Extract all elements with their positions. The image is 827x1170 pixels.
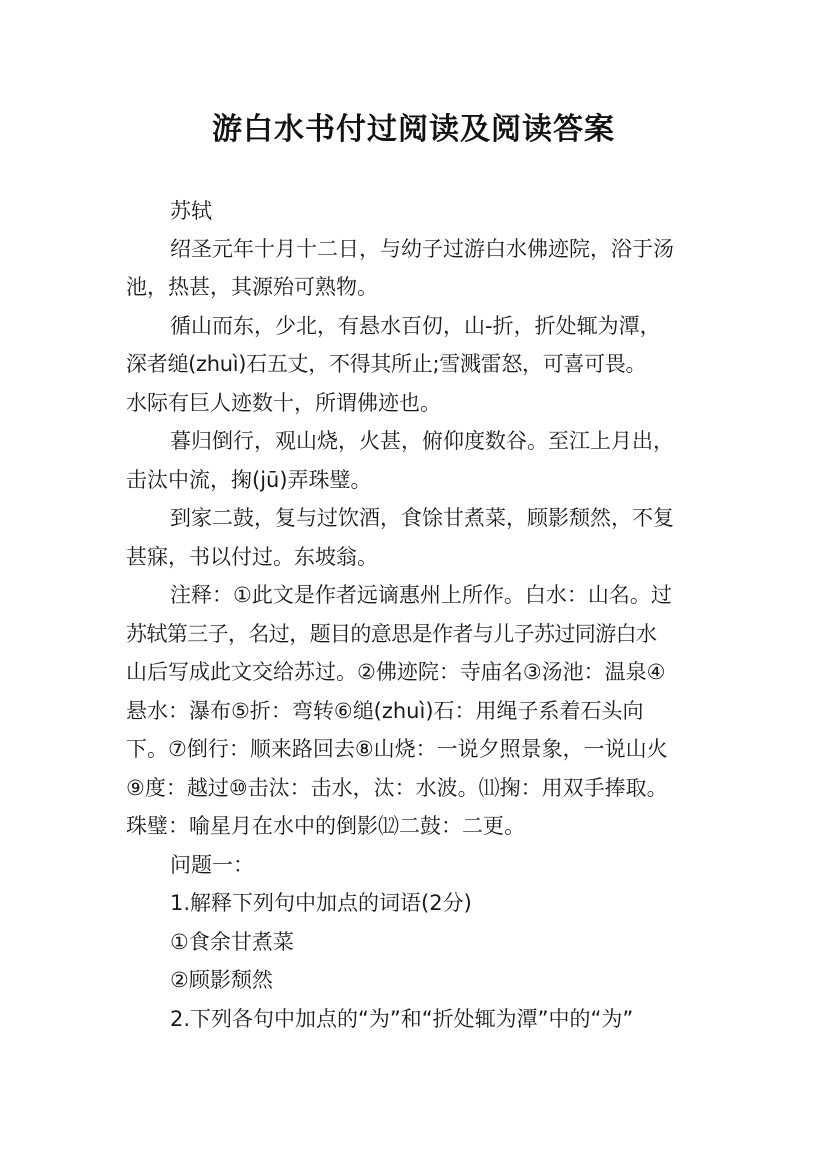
paragraph-line: 池，热甚，其源殆可熟物。 xyxy=(126,275,378,299)
paragraph-line: 击汰中流，掬(jū)弄珠璧。 xyxy=(126,468,372,492)
paragraph-line: 绍圣元年十月十二日，与幼子过游白水佛迹院，浴于汤 xyxy=(170,237,674,261)
question-subitem: ①食余甘煮菜 xyxy=(170,930,294,954)
annotation-line: 注释：①此文是作者远谪惠州上所作。白水：山名。过 xyxy=(170,583,672,607)
annotation-line: 下。⑦倒行：顺来路回去⑧山烧：一说夕照景象，一说山火 xyxy=(126,737,668,761)
document-title: 游白水书付过阅读及阅读答案 xyxy=(212,112,615,147)
annotation-line: 山后写成此文交给苏过。②佛迹院：寺庙名③汤池：温泉④ xyxy=(126,660,666,684)
annotation-line: 苏轼第三子，名过，题目的意思是作者与儿子苏过同游白水 xyxy=(126,622,657,646)
question-subitem: ②顾影颓然 xyxy=(170,968,273,992)
annotation-line: ⑨度：越过⑩击汰：击水，汰：水波。⑾掬：用双手捧取。 xyxy=(126,776,668,800)
question-item: 2.下列各句中加点的“为”和“折处辄为潭”中的“为” xyxy=(170,1007,634,1031)
author-line: 苏轼 xyxy=(170,199,212,223)
annotation-line: 悬水：瀑布⑤折：弯转⑥缒(zhuì)石：用绳子系着石头向 xyxy=(126,699,644,723)
paragraph-line: 到家二鼓，复与过饮酒，食馀甘煮菜，顾影颓然，不复 xyxy=(170,506,674,530)
paragraph-line: 循山而东，少北，有悬水百仞，山-折，折处辄为潭， xyxy=(170,314,661,338)
paragraph-line: 暮归倒行，观山烧，火甚，俯仰度数谷。至江上月出， xyxy=(170,429,674,453)
annotation-line: 珠璧：喻星月在水中的倒影⑿二鼓：二更。 xyxy=(126,814,525,838)
question-heading: 问题一： xyxy=(170,853,254,877)
paragraph-line: 水际有巨人迹数十，所谓佛迹也。 xyxy=(126,391,441,415)
paragraph-line: 甚寐，书以付过。东坡翁。 xyxy=(126,545,378,569)
paragraph-line: 深者缒(zhuì)石五丈，不得其所止;雪溅雷怒，可喜可畏。 xyxy=(126,352,647,376)
question-item: 1.解释下列句中加点的词语(2分) xyxy=(170,891,472,915)
